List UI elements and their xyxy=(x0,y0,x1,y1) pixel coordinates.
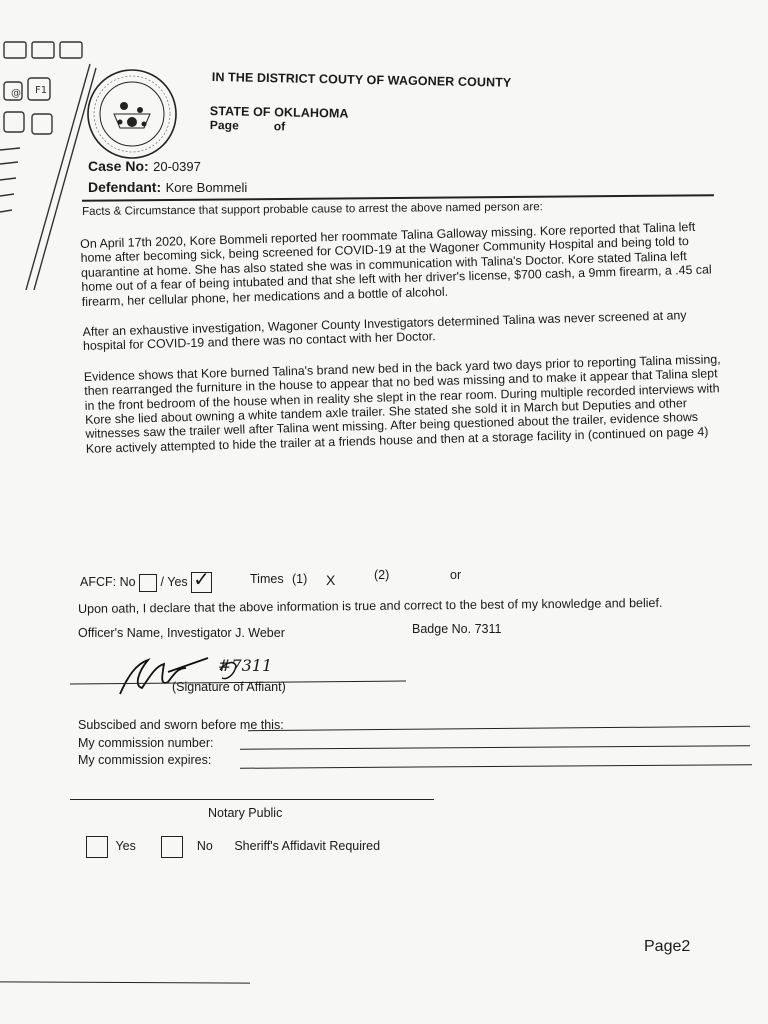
page-number: Page2 xyxy=(644,938,691,955)
commission-expires-line[interactable] xyxy=(240,764,752,769)
page-of-line xyxy=(210,118,286,133)
badge-row xyxy=(412,622,501,636)
facts-paragraph: Evidence shows that Kore burned Talina's brand new bed in the back yard two days prior to reporting Talina missing, then rearranged the furniture in the house to appear that no bed was missing and to make it appear that Talina slept in the front bedroom of the house when in reality she slept in the rear room. During multiple recorded interviews with Kore she lied about owning a white tandem axle trailer. She stated she sold it in March but Deputies and other witnesses saw the trailer well after Talina went missing. After being questioned about the trailer, evidence shows Kore actively attempted to hide the trailer at a friends house and then at a storage facility in (continued on page 4) xyxy=(83,352,721,456)
commission-number-line[interactable] xyxy=(240,745,750,750)
officer-name-value: Investigator J. Weber xyxy=(167,626,285,640)
afcf-row xyxy=(80,567,212,593)
affidavit-yes-label: Yes xyxy=(115,839,136,854)
check-mark-icon: ✓ xyxy=(193,567,210,591)
times-two: (2) xyxy=(374,568,390,582)
affidavit-yes-checkbox[interactable] xyxy=(86,836,108,858)
or-label: or xyxy=(450,568,462,582)
signature-scrawl: #7311 xyxy=(218,656,273,675)
defendant-row xyxy=(88,179,247,197)
badge-value: 7311 xyxy=(474,622,502,636)
case-no-label: Case No: xyxy=(88,158,149,174)
defendant-label: Defendant: xyxy=(88,179,162,195)
afcf-label: AFCF: No xyxy=(80,574,136,589)
state-heading: STATE OF OKLAHOMA xyxy=(209,104,349,121)
case-number-row xyxy=(88,158,201,176)
subscribed-label: Subscibed and sworn before me this: xyxy=(78,718,284,732)
affidavit-row xyxy=(86,836,380,858)
affidavit-no-checkbox[interactable] xyxy=(161,836,183,858)
facts-paragraph: After an exhaustive investigation, Wagoner County Investigators determined Talina was never screened at any hospital for COVID-19 and there was no contact with her Doctor. xyxy=(82,308,687,354)
times-one: (1) xyxy=(292,572,308,586)
notary-public-label: Notary Public xyxy=(208,806,283,820)
commission-expires-label: My commission expires: xyxy=(78,753,212,767)
affidavit-required-label: Sheriff's Affidavit Required xyxy=(234,839,381,854)
subscribed-line[interactable] xyxy=(248,726,750,731)
notary-signature-line[interactable] xyxy=(70,799,434,800)
facts-paragraph: On April 17th 2020, Kore Bommeli reported her roommate Talina Galloway missing. Kore reported that Talina left home after becoming sick, being screened for COVID-19 at the Wagoner Community Hospital and being told to quarantine at home. She has also stated she was in communication with Talina's Doctor. Kore stated Talina left home out of a fear of being intubated and that she left with her driver's license, $700 cash, a 9mm firearm, a .45 cal firearm, her cellular phone, her medications and a bottle of alcohol. xyxy=(80,219,712,309)
svg-text:F1: F1 xyxy=(35,85,48,96)
badge-label: Badge No. xyxy=(412,622,472,636)
affidavit-no-label: No xyxy=(196,839,213,854)
of-label: of xyxy=(273,119,286,134)
officer-row: Officer's Name, Investigator J. Weber xyxy=(78,626,285,640)
court-heading: IN THE DISTRICT COUTY OF WAGONER COUNTY xyxy=(211,70,512,90)
facts-heading: Facts & Circumstance that support probable cause to arrest the above named person are: xyxy=(82,200,543,218)
oath-declaration: Upon oath, I declare that the above information is true and correct to the best of my knowledge and belief. xyxy=(78,595,663,616)
officer-name-label: Officer's Name xyxy=(78,626,161,640)
page-label: Page xyxy=(209,118,240,133)
signature-caption: (Signature of Affiant) xyxy=(172,680,286,694)
svg-text:@: @ xyxy=(11,88,21,99)
commission-number-label: My commission number: xyxy=(78,736,214,750)
case-no-value: 20-0397 xyxy=(153,159,201,174)
defendant-value: Kore Bommeli xyxy=(165,180,248,195)
afcf-no-checkbox[interactable] xyxy=(139,574,157,592)
afcf-yes-label: / Yes xyxy=(160,574,188,589)
afcf-yes-checkbox[interactable] xyxy=(191,567,212,593)
times-x-mark: X xyxy=(326,572,336,588)
facts-body xyxy=(80,219,726,472)
scan-edge-line xyxy=(0,981,250,983)
county-seal-icon xyxy=(84,66,180,162)
times-label: Times xyxy=(250,572,284,586)
